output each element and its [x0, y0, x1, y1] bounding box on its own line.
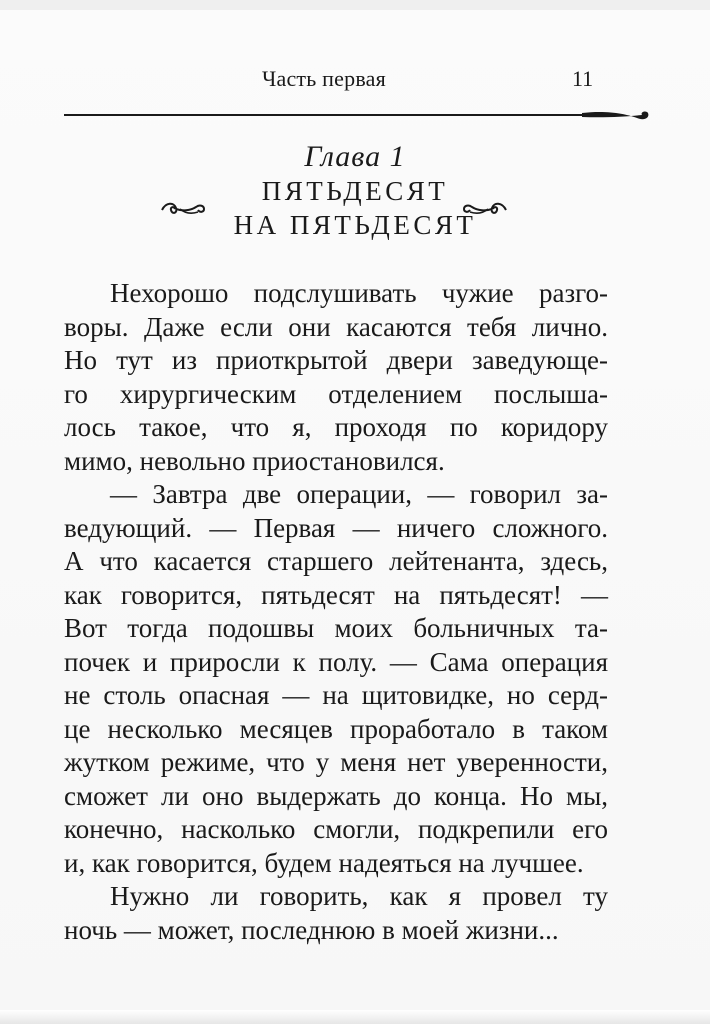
text-line: и, как говорится, будем надеяться на лучшее.	[64, 847, 584, 878]
text-line: как говорится, пятьдесят на пятьдесят! —	[64, 579, 608, 610]
body-text	[64, 277, 608, 947]
chapter-label: Глава 1	[304, 140, 406, 173]
running-title: Часть первая	[262, 66, 386, 91]
chapter-title-line-2: НА ПЯТЬДЕСЯТ	[233, 210, 477, 240]
text-line: — Завтра две операции, — говорил за-	[110, 479, 608, 509]
text-line: не столь опасная — на щитовидке, но серд-	[64, 680, 608, 710]
text-line: це несколько месяцев проработало в таком	[64, 713, 608, 744]
page-number: 11	[572, 66, 594, 91]
text-line: почек и приросли к полу. — Сама операция	[64, 646, 608, 677]
running-head	[0, 66, 710, 96]
text-line: Вот тогда подошвы моих больничных та-	[64, 613, 608, 643]
swirl-ornament-left-icon	[160, 198, 206, 218]
text-line: Но тут из приоткрытой двери заведующе-	[64, 345, 608, 375]
text-line: жутком режиме, что у меня нет уверенности,	[64, 747, 608, 777]
text-line: Нужно ли говорить, как я провел ту	[110, 881, 608, 911]
text-line: мимо, невольно приостановился.	[64, 445, 445, 476]
chapter-title-line-1: ПЯТЬДЕСЯТ	[261, 176, 449, 206]
scan-edge-top	[0, 0, 710, 10]
text-line: конечно, насколько смогли, подкрепили его	[64, 814, 608, 844]
text-line: ночь — может, последнюю в моей жизни...	[64, 914, 559, 945]
text-line: лось такое, что я, проходя по коридору	[64, 412, 608, 442]
text-line: сможет ли оно выдержать до конца. Но мы,	[64, 780, 608, 811]
swirl-ornament-right-icon	[462, 198, 508, 218]
text-line: воры. Даже если они касаются тебя лично.	[64, 311, 608, 342]
text-line: ведующий. — Первая — ничего сложного.	[64, 512, 608, 543]
text-line: А что касается старшего лейтенанта, здесь,	[64, 546, 608, 576]
text-line: Нехорошо подслушивать чужие разго-	[110, 278, 608, 308]
header-rule-ornament	[62, 104, 652, 128]
text-line: го хирургическим отделением послыша-	[64, 378, 608, 409]
scan-edge-bottom	[0, 1010, 710, 1024]
